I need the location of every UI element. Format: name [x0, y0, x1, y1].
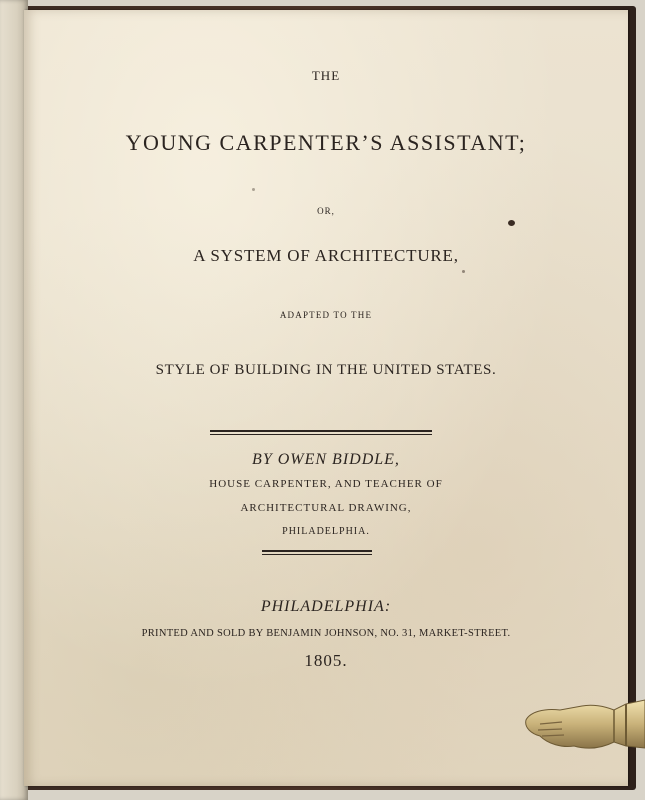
publication-year: 1805.: [304, 651, 348, 670]
title-page: [24, 10, 628, 786]
book-subtitle: A SYSTEM OF ARCHITECTURE,: [193, 246, 459, 265]
author-role-1: HOUSE CARPENTER, AND TEACHER OF: [209, 478, 443, 490]
brass-hand-clasp: [522, 690, 645, 760]
imprint-place: PHILADELPHIA:: [260, 598, 392, 615]
author-city: PHILADELPHIA.: [282, 526, 370, 537]
adapted-to-line: ADAPTED TO THE: [279, 310, 373, 320]
printer-line: PRINTED AND SOLD BY BENJAMIN JOHNSON, NO. 31, MARKET-STREET.: [141, 628, 511, 639]
foxing-spot: [462, 270, 465, 273]
style-line: STYLE OF BUILDING IN THE UNITED STATES.: [155, 362, 497, 378]
author-role-2: ARCHITECTURAL DRAWING,: [240, 502, 412, 514]
title-article: THE: [311, 68, 341, 83]
foxing-spot: [252, 188, 255, 191]
title-or: OR,: [317, 206, 335, 216]
double-rule-bottom: [262, 550, 372, 555]
ink-spot: [508, 220, 515, 226]
double-rule-top: [210, 430, 432, 435]
author-name: BY OWEN BIDDLE,: [252, 451, 400, 468]
book-title: YOUNG CARPENTER’S ASSISTANT;: [125, 130, 527, 155]
